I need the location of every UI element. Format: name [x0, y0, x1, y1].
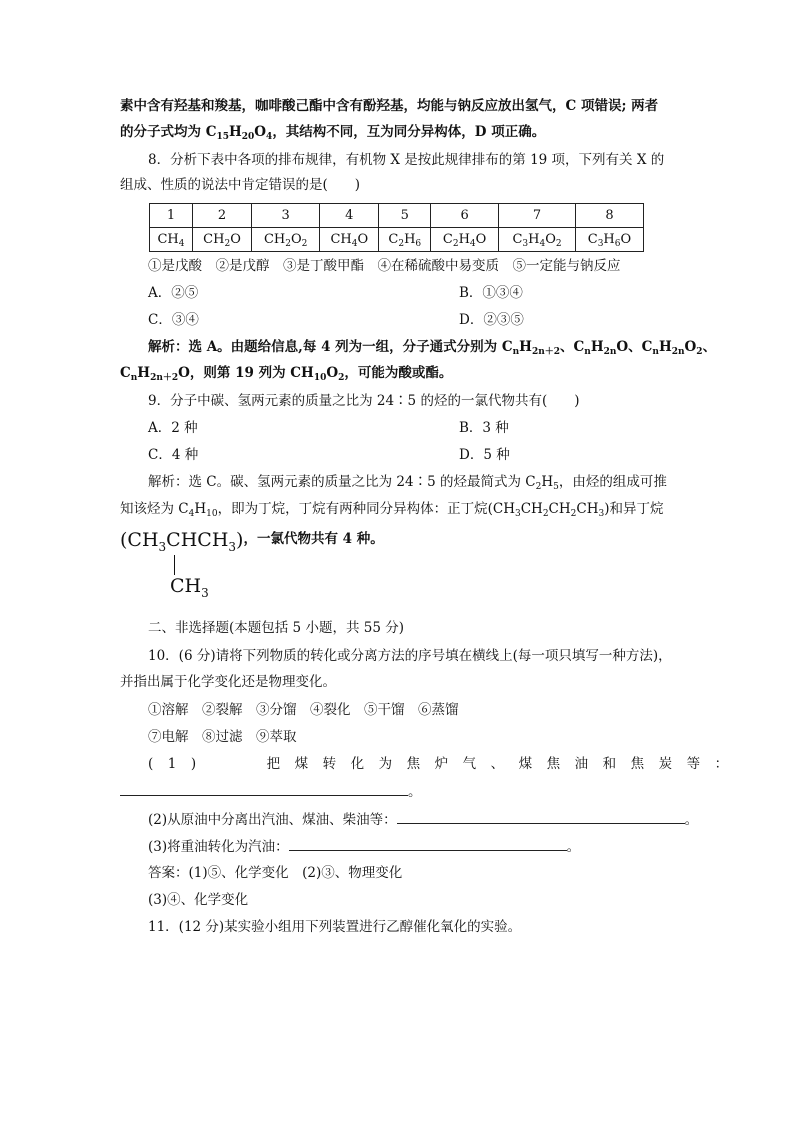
table-header-row [150, 204, 644, 228]
q10-stem-line-1: 10．(6 分)请将下列物质的转化或分离方法的序号填在横线上(每一项只填写一种方法)， [148, 648, 672, 664]
answer-blank-2[interactable] [397, 809, 685, 824]
q9-option-c: C．4 种 [148, 447, 199, 463]
q9-analysis-line-2: 知该烃为 $C_4H_{10}$，即为丁烷，丁烷有两种同分异构体：正丁烷$(CH_3CH_2CH_2CH_3)$和异丁烷 [120, 501, 664, 519]
prev-analysis-line-2: 的分子式均为 $C_{15}H_{20}O_4$，其结构不同，互为同分异构体，D 项正确。 [120, 124, 546, 142]
q11-stem: 11．(12 分)某实验小组用下列装置进行乙醇催化氧化的实验。 [148, 919, 522, 935]
isobutane-branch: $CH_3$ [170, 575, 209, 600]
table-header-cell: 4 [320, 204, 379, 228]
q8-stem-line-2: 组成、性质的说法中肯定错误的是( ) [120, 177, 361, 193]
table-header-cell: 6 [431, 204, 499, 228]
q10-part-3: (3)将重油转化为汽油： 。 [148, 836, 580, 857]
q8-statements: ①是戊酸 ②是戊醇 ③是丁酸甲酯 ④在稀硫酸中易变质 ⑤一定能与钠反应 [148, 258, 621, 274]
q10-methods-line-1: ①溶解 ②裂解 ③分馏 ④裂化 ⑤干馏 ⑥蒸馏 [148, 702, 459, 718]
q9-option-d: D．5 种 [459, 447, 510, 463]
q8-option-c: C．③④ [148, 312, 199, 328]
q9-analysis-line-1: 解析：选 C。碳、氢两元素的质量之比为 24∶5 的烃最简式为 $C_2H_5$，由烃的组成可推 [148, 474, 667, 492]
q10-methods-line-2: ⑦电解 ⑧过滤 ⑨萃取 [148, 729, 297, 745]
q8-sequence-table [149, 203, 644, 252]
q10-part-1: (1) 把煤转化为焦炉气、煤焦油和焦炭等： [148, 756, 743, 772]
formula-cell: $CH_2O_2$ [252, 228, 320, 252]
q9-option-a: A．2 种 [148, 420, 198, 436]
table-header-cell: 1 [150, 204, 193, 228]
q8-option-d: D．②③⑤ [459, 312, 524, 328]
q9-option-b: B．3 种 [459, 420, 509, 436]
q8-analysis-line-1: 解析：选 A。由题给信息,每 4 列为一组，分子通式分别为 $C_nH_{2n+2}$、$C_nH_{2n}O$、$C_nH_{2n}O_2$、 [148, 339, 717, 357]
isobutane-main-chain: $(CH_3CHCH_3)$，一氯代物共有 4 种。 [120, 529, 384, 554]
formula-cell: $C_3H_6O$ [575, 228, 643, 252]
q8-option-b: B．①③④ [459, 285, 523, 301]
table-header-cell: 2 [192, 204, 251, 228]
formula-cell: $CH_4O$ [320, 228, 379, 252]
formula-cell: $C_2H_6$ [379, 228, 431, 252]
q10-answer-line-2: (3)④、化学变化 [148, 892, 249, 908]
structure-bond-line [174, 555, 175, 575]
q10-part-1-blank-line: 。 [120, 781, 422, 802]
table-header-cell: 8 [575, 204, 643, 228]
table-header-cell: 5 [379, 204, 431, 228]
answer-blank-1[interactable] [120, 781, 408, 796]
prev-analysis-line-1: 素中含有羟基和羧基，咖啡酸己酯中含有酚羟基，均能与钠反应放出氢气，C 项错误; 两者 [120, 98, 659, 114]
section-2-title: 二、非选择题(本题包括 5 小题，共 55 分) [148, 620, 404, 636]
q9-stem: 9．分子中碳、氢两元素的质量之比为 24∶5 的烃的一氯代物共有( ) [148, 393, 580, 409]
q8-stem-line-1: 8．分析下表中各项的排布规律，有机物 X 是按此规律排布的第 19 项，下列有关 X 的 [148, 152, 665, 168]
q10-stem-line-2: 并指出属于化学变化还是物理变化。 [120, 674, 336, 690]
answer-blank-3[interactable] [289, 836, 567, 851]
q8-analysis-line-2: $C_nH_{2n+2}O$，则第 19 列为 $CH_{10}O_2$，可能为酸或酯。 [120, 365, 453, 383]
q8-option-a: A．②⑤ [148, 285, 199, 301]
table-header-cell: 3 [252, 204, 320, 228]
formula-cell: $C_2H_4O$ [431, 228, 499, 252]
table-header-cell: 7 [499, 204, 576, 228]
formula-cell: $C_3H_4O_2$ [499, 228, 576, 252]
q10-answer-line-1: 答案：(1)⑤、化学变化 (2)③、物理变化 [148, 865, 403, 881]
table-formula-row [150, 228, 644, 252]
formula-cell: $CH_4$ [150, 228, 193, 252]
formula-cell: $CH_2O$ [192, 228, 251, 252]
q10-part-2: (2)从原油中分离出汽油、煤油、柴油等： 。 [148, 809, 698, 830]
